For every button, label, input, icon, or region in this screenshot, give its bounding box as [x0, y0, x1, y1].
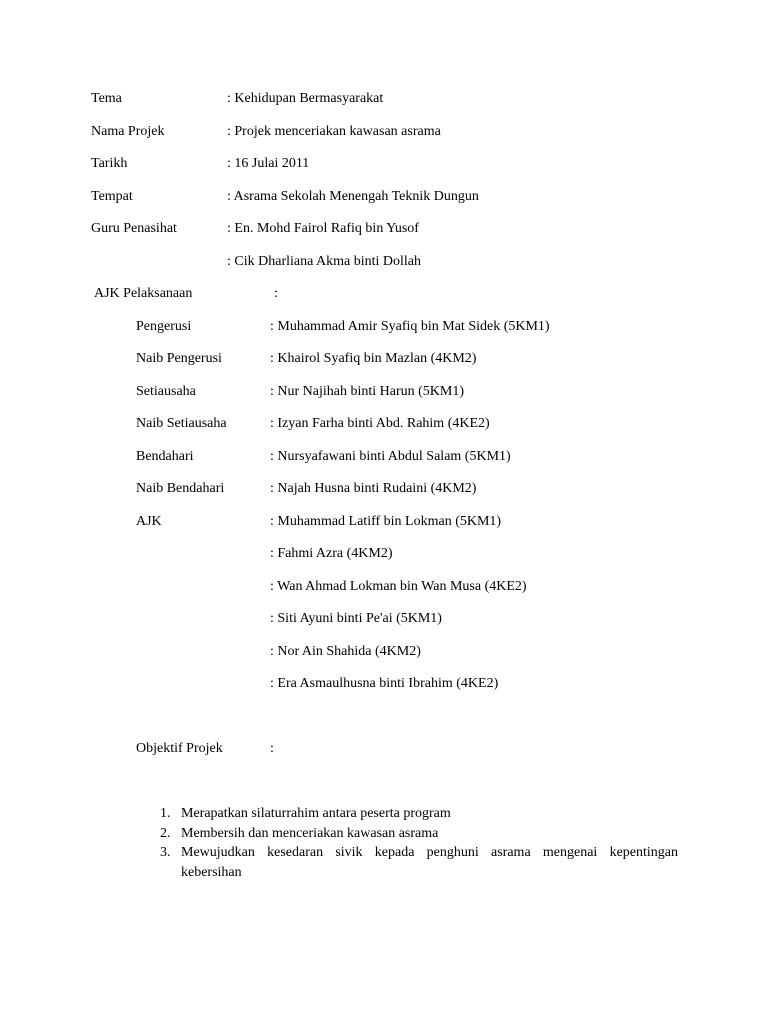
list-item-text: Membersih dan menceriakan kawasan asrama: [181, 825, 439, 841]
list-item: [160, 824, 678, 844]
header-label: Nama Projek: [91, 124, 165, 139]
list-item-number: 3.: [160, 845, 171, 860]
committee-name: : Nursyafawani binti Abdul Salam (5KM1): [270, 449, 511, 464]
header-value: : Projek menceriakan kawasan asrama: [227, 124, 441, 139]
committee-name: : Wan Ahmad Lokman bin Wan Musa (4KE2): [270, 579, 527, 594]
objectives-heading-colon: :: [270, 741, 274, 756]
committee-heading-colon: :: [274, 286, 278, 301]
list-item-text: Mewujudkan kesedaran sivik kepada penghuni asrama mengenai kepentingan kebersihan: [181, 845, 678, 880]
header-label: Tema: [91, 91, 122, 106]
list-item: [160, 843, 678, 882]
list-item-number: 2.: [160, 825, 171, 841]
committee-name: : Nor Ain Shahida (4KM2): [270, 644, 421, 659]
committee-name: : Najah Husna binti Rudaini (4KM2): [270, 481, 477, 496]
header-value: : En. Mohd Fairol Rafiq bin Yusof: [227, 221, 419, 236]
committee-name: : Era Asmaulhusna binti Ibrahim (4KE2): [270, 676, 499, 691]
header-value: : 16 Julai 2011: [227, 156, 310, 171]
committee-name: : Nur Najihah binti Harun (5KM1): [270, 384, 465, 399]
committee-name: : Muhammad Amir Syafiq bin Mat Sidek (5KM1): [270, 319, 550, 334]
committee-name: : Fahmi Azra (4KM2): [270, 546, 393, 561]
committee-role: Bendahari: [136, 449, 194, 464]
list-item-text: Merapatkan silaturrahim antara peserta program: [181, 806, 451, 821]
header-label: Guru Penasihat: [91, 221, 177, 236]
committee-role: Pengerusi: [136, 319, 192, 334]
header-value: : Kehidupan Bermasyarakat: [227, 91, 384, 106]
committee-name: : Muhammad Latiff bin Lokman (5KM1): [270, 514, 502, 529]
list-item-number: 1.: [160, 806, 171, 821]
committee-heading: AJK Pelaksanaan: [94, 286, 193, 301]
header-value: : Asrama Sekolah Menengah Teknik Dungun: [227, 189, 479, 204]
committee-name: : Izyan Farha binti Abd. Rahim (4KE2): [270, 416, 490, 431]
objectives-heading: Objektif Projek: [136, 741, 223, 756]
committee-role: Naib Setiausaha: [136, 416, 227, 431]
committee-role: AJK: [136, 514, 162, 529]
committee-name: : Khairol Syafiq bin Mazlan (4KM2): [270, 351, 477, 366]
header-value: : Cik Dharliana Akma binti Dollah: [227, 254, 422, 269]
committee-name: : Siti Ayuni binti Pe'ai (5KM1): [270, 611, 442, 626]
committee-role: Setiausaha: [136, 384, 196, 399]
header-label: Tempat: [91, 189, 133, 204]
list-item: [160, 804, 678, 824]
objectives-list: [160, 804, 678, 882]
committee-role: Naib Bendahari: [136, 481, 225, 496]
committee-role: Naib Pengerusi: [136, 351, 222, 366]
header-label: Tarikh: [91, 156, 128, 171]
